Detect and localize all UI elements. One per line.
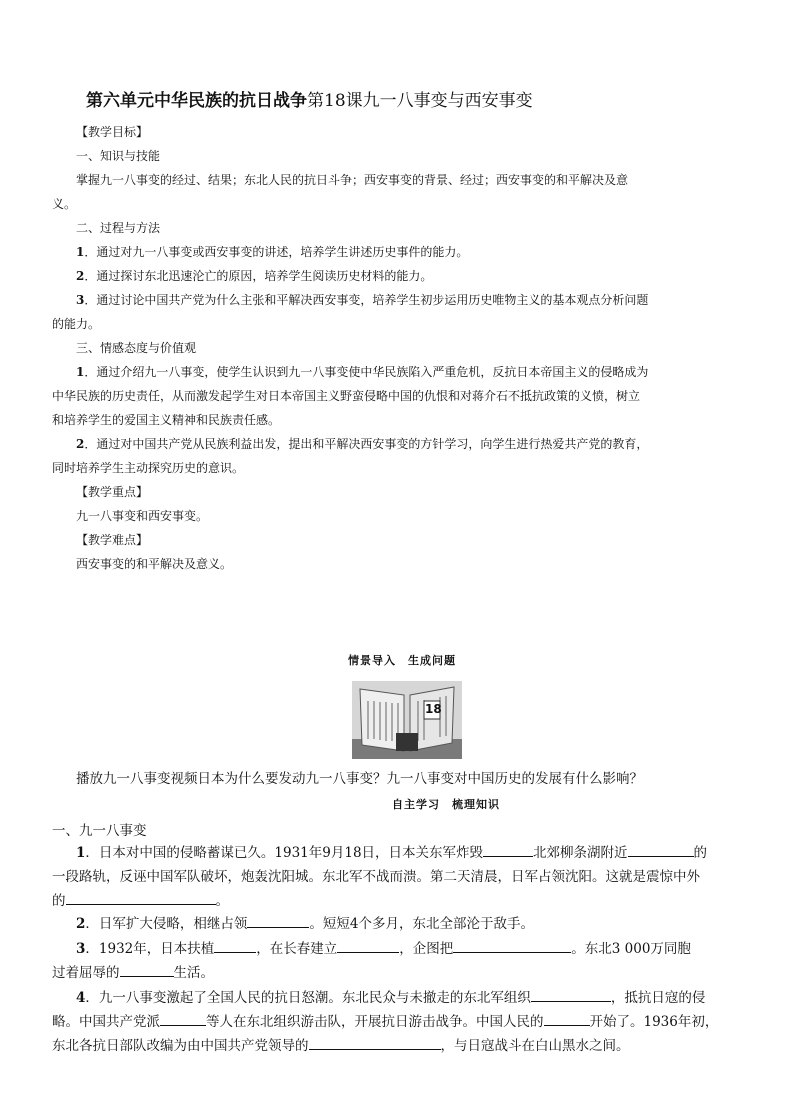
- section2-para2: 2．通过探讨东北迅速沦亡的原因，培养学生阅读历史材料的能力。: [76, 269, 433, 283]
- answer-blank[interactable]: [214, 938, 256, 953]
- answer-blank[interactable]: [160, 1011, 206, 1026]
- section1-line2: 义。: [52, 197, 77, 211]
- study-para4-line3: 东北各抗日部队改编为由中国共产党领导的 ，与日寇战斗在白山黑水之间。: [52, 1033, 630, 1059]
- key-points-text: 九一八事变和西安事变。: [76, 509, 209, 523]
- section3-para2-line2: 同时培养学生主动探究历史的意识。: [52, 461, 245, 475]
- study-para4-line2: 略。中国共产党派 等人在东北组织游击队，开展抗日游击战争。中国人民的 开始了。1936年初，: [52, 1009, 718, 1035]
- answer-blank[interactable]: [309, 1035, 441, 1050]
- study-para1-line1: 1．日本对中国的侵略蓄谋已久。1931年9月18日，日本关东军炸毁 北郊柳条湖附近 的: [76, 840, 707, 866]
- section2-para3-line1: 3．通过讨论中国共产党为什么主张和平解决西安事变，培养学生初步运用历史唯物主义的基本观点分析问题: [76, 293, 649, 307]
- study-para3-line2: 过着屈辱的 生活。: [52, 960, 214, 986]
- answer-blank[interactable]: [628, 842, 694, 857]
- section3-para2-line1: 2．通过对中国共产党从民族利益出发，提出和平解决西安事变的方针学习，向学生进行热爱共产党的教育，: [76, 437, 649, 451]
- unit-title: 第六单元中华民族的抗日战争: [86, 91, 307, 111]
- answer-blank[interactable]: [337, 938, 399, 953]
- section3-title: 三、情感态度与价值观: [76, 341, 197, 355]
- answer-blank[interactable]: [531, 987, 611, 1002]
- study-para3-line1: 3．1932年，日本扶植 ，在长春建立 ，企图把 。东北3 000万同胞: [76, 936, 691, 962]
- section3-para1-line2: 中华民族的历史责任，从而激发起学生对日本帝国主义野蛮侵略中国的仇恨和对蒋介石不抵抗政策的义愤，树立: [52, 389, 641, 403]
- section2-para1: 1．通过对九一八事变或西安事变的讲述，培养学生讲述历史事件的能力。: [76, 245, 469, 259]
- section3-para1-line3: 和培养学生的爱国主义精神和民族责任感。: [52, 413, 281, 427]
- study-para2: 2．日军扩大侵略，相继占领 。短短4个多月，东北全部沦于敌手。: [76, 911, 534, 937]
- intro-question: 播放九一八事变视频日本为什么要发动九一八事变？九一八事变对中国历史的发展有什么影响？: [76, 771, 643, 787]
- section2-para3-line2: 的能力。: [52, 317, 101, 331]
- intro-heading: 情景导入 生成问题: [348, 654, 456, 667]
- study-section-title: 一、九一八事变: [52, 823, 147, 839]
- difficulties-text: 西安事变的和平解决及意义。: [76, 557, 233, 571]
- monument-illustration: [352, 681, 462, 759]
- section2-title: 二、过程与方法: [76, 221, 161, 235]
- page-title: [86, 86, 533, 111]
- study-heading: 自主学习 梳理知识: [392, 798, 500, 811]
- answer-blank[interactable]: [453, 938, 571, 953]
- section1-line1: 掌握九一八事变的经过、结果；东北人民的抗日斗争；西安事变的背景、经过；西安事变的和平解决及意: [76, 173, 629, 187]
- monument-photo: [352, 681, 462, 759]
- answer-blank[interactable]: [66, 890, 216, 905]
- section3-para1-line1: 1．通过介绍九一八事变，使学生认识到九一八事变使中华民族陷入严重危机，反抗日本帝国主义的侵略成为: [76, 365, 649, 379]
- difficulties-heading: 【教学难点】: [76, 533, 149, 547]
- answer-blank[interactable]: [247, 913, 309, 928]
- answer-blank[interactable]: [544, 1011, 590, 1026]
- key-points-heading: 【教学重点】: [76, 485, 149, 499]
- section1-title: 一、知识与技能: [76, 149, 161, 163]
- lesson-title: 第18课九一八事变与西安事变: [307, 91, 533, 111]
- answer-blank[interactable]: [483, 842, 533, 857]
- monument-date-label: 18: [425, 702, 442, 716]
- answer-blank[interactable]: [120, 962, 174, 977]
- objectives-heading: 【教学目标】: [76, 125, 149, 139]
- study-para1-line2: 一段路轨，反诬中国军队破坏，炮轰沈阳城。东北军不战而溃。第二天清晨，日军占领沈阳。这就是震惊中外: [52, 869, 700, 885]
- study-para4-line1: 4．九一八事变激起了全国人民的抗日怒潮。东北民众与未撤走的东北军组织 ，抵抗日寇的侵: [76, 985, 705, 1011]
- study-para1-line3: 的 。: [52, 888, 229, 914]
